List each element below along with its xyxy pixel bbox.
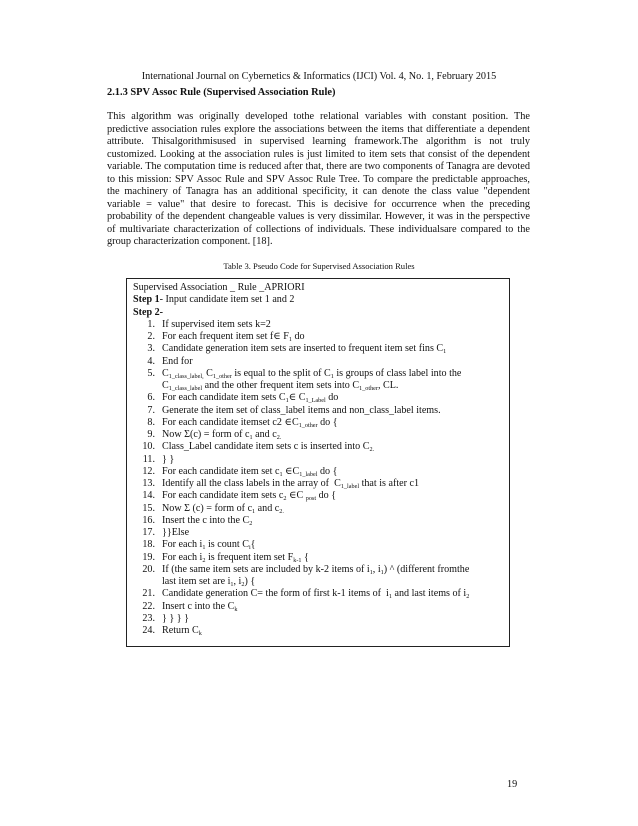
step-line: 6. For each candidate item sets $C_1\in$ $C_{1\_Label}$ do <box>133 392 509 404</box>
step-text: Insert the c into the $C_2$ <box>162 514 253 527</box>
step-1-label: Step 1 <box>133 294 160 306</box>
pseudocode-box <box>126 278 510 647</box>
step-2-suffix: - <box>159 306 164 318</box>
pseudocode-title: Supervised Association _ Rule _APRIORI <box>133 282 305 293</box>
step-text: Class_Label candidate item sets c is inserted into $C_{2.}$ <box>162 441 375 454</box>
step-text: For each candidate itemset c2 $\in C_{1\_other}$ do { <box>162 416 338 429</box>
step-line: 5. $C_{1\_class\_label,}$ $C_{1\_other}$ is equal to the split of $C_1$ is groups of class label into the <box>133 368 509 380</box>
step-text: Generate the item set of class_label items and non_class_label items. <box>162 404 441 416</box>
step-text: Now Σ(c) = form of $c_1$ and $c_{2.}$ <box>162 429 282 441</box>
step-text: Insert c into the $C_k$ <box>162 600 238 613</box>
step-line: 8. For each candidate itemset c2 $\in C_{1\_other}$ do { <box>133 417 509 429</box>
step-text: If supervised item sets k=2 <box>162 318 271 330</box>
step-1 <box>133 294 509 306</box>
step-line: 21. Candidate generation C= the form of first k-1 items of $i_1$ and last items of $i_2$ <box>133 588 509 600</box>
step-text: }}Else <box>162 527 190 538</box>
step-text: } } } } <box>162 612 189 624</box>
step-line: 12. For each candidate item set $c_1$ $\in C_{1\_label}$ do { <box>133 466 509 478</box>
section-title: 2.1.3 SPV Assoc Rule (Supervised Association Rule) <box>107 87 336 98</box>
step-line: 10. Class_Label candidate item sets c is inserted into $C_{2.}$ <box>133 441 509 453</box>
step-continuation: last item set are $i_1$, $i_2$) { <box>162 576 256 588</box>
step-text: For each frequent item set f∈ $F_1$ do <box>162 331 305 343</box>
step-line: 3. Candidate generation item sets are inserted to frequent item set fins $C_1$ <box>133 343 509 355</box>
step-text: For each candidate item set $c_1$ $\in C_{1\_label}$ do { <box>162 465 338 478</box>
step-text: Now Σ (c) = form of $c_1$ and $c_{2.}$ <box>162 502 284 515</box>
step-1-text: - Input candidate item set 1 and 2 <box>159 294 295 306</box>
step-text: For each candidate item sets $C_1\in$ $C_{1\_Label}$ do <box>162 392 339 405</box>
page-number: 19 <box>507 779 518 790</box>
step-line: 1. If supervised item sets k=2 <box>133 319 509 331</box>
journal-header: International Journal on Cybernetics & Informatics (IJCI) Vol. 4, No. 1, February 2015 <box>141 71 497 82</box>
step-line: 24. Return $C_k$ <box>133 625 509 637</box>
step-line: 23. } } } } <box>133 613 509 625</box>
step-line: 2. For each frequent item set f∈ $F_1$ do <box>133 331 509 343</box>
step-line: 4. End for <box>133 356 509 368</box>
step-line: 20. If (the same item sets are included by k-2 items of $i_1$, $i_1$) ^ (different fromthe <box>133 564 509 576</box>
step-2 <box>133 307 509 319</box>
step-text: For each candidate item sets $c_2$ ∈C $_{post}$ do { <box>162 490 337 503</box>
step-text: $C_{1\_class\_label,}$ $C_{1\_other}$ is equal to the split of $C_1$ is groups of class label into the <box>162 367 462 380</box>
step-line: 15. Now Σ (c) = form of $c_1$ and $c_{2.}$ <box>133 503 509 515</box>
step-text: If (the same item sets are included by k-2 items of $i_1$, $i_1$) ^ (different fromthe <box>162 563 470 576</box>
step-line: 14. For each candidate item sets $c_2$ ∈C $_{post}$ do { <box>133 490 509 502</box>
step-line: 11. } } <box>133 454 509 466</box>
step-line: 9. Now Σ(c) = form of $c_1$ and $c_{2.}$ <box>133 429 509 441</box>
step-text: Identify all the class labels in the array of $C_{1\_label}$ that is after c1 <box>162 478 420 490</box>
step-text: For each $i_1$ is count $C_i${ <box>162 539 256 552</box>
step-text: } } <box>162 453 175 465</box>
step-text: End for <box>162 355 193 367</box>
step-2-label: Step 2 <box>133 306 160 318</box>
table-caption: Table 3. Pseudo Code for Supervised Association Rules <box>223 261 415 271</box>
step-line: 17. }}Else <box>133 527 509 539</box>
step-line: 18. For each $i_1$ is count $C_i${ <box>133 539 509 551</box>
step-text: Candidate generation item sets are inserted to frequent item set fins $C_1$ <box>162 343 447 356</box>
step-line: 7. Generate the item set of class_label items and non_class_label items. <box>133 405 509 417</box>
step-line: 22. Insert c into the $C_k$ <box>133 601 509 613</box>
body-paragraph: This algorithm was originally developed tothe relational variables with constant position. The predictive association rules explore the associations between the items that differentiate a dependent attribute. Thisalgorithmisused in supervised learning framework.The algorithm is not truly customized. Looking at the association rules is just limited to item sets that consist of the dependent variable. The computation time is reduced after that, there are two components of Tanagra are devoted to this mission: SPV Assoc Rule and SPV Assoc Rule Tree. To compare the predictable approaches, the machinery of Tanagra has an additional specificity, it can denote the class value "dependent variable = value" that desire to forecast. This is decisive for occurrence when the preceding probability of the dependent changeable values is very dissimilar. However, it was in the perspective of multivariate characterization of collections of individuals. These individualsare compared to the group characterization component. [18]. <box>107 111 530 248</box>
step-continuation: $C_{1\_class\_label}$ and the other frequent item sets into $C_{1\_other}$, CL. <box>162 380 399 392</box>
step-line: 13. Identify all the class labels in the array of $C_{1\_label}$ that is after c1 <box>133 478 509 490</box>
step-text: Candidate generation C= the form of first k-1 items of $i_1$ and last items of $i_2$ <box>162 588 470 601</box>
step-text: For each $i_2$ is frequent item set $F_{k-1}$ { <box>162 551 309 564</box>
step-line: 16. Insert the c into the $C_2$ <box>133 515 509 527</box>
step-line: 19. For each $i_2$ is frequent item set $F_{k-1}$ { <box>133 552 509 564</box>
step-text: Return $C_k$ <box>162 625 202 637</box>
